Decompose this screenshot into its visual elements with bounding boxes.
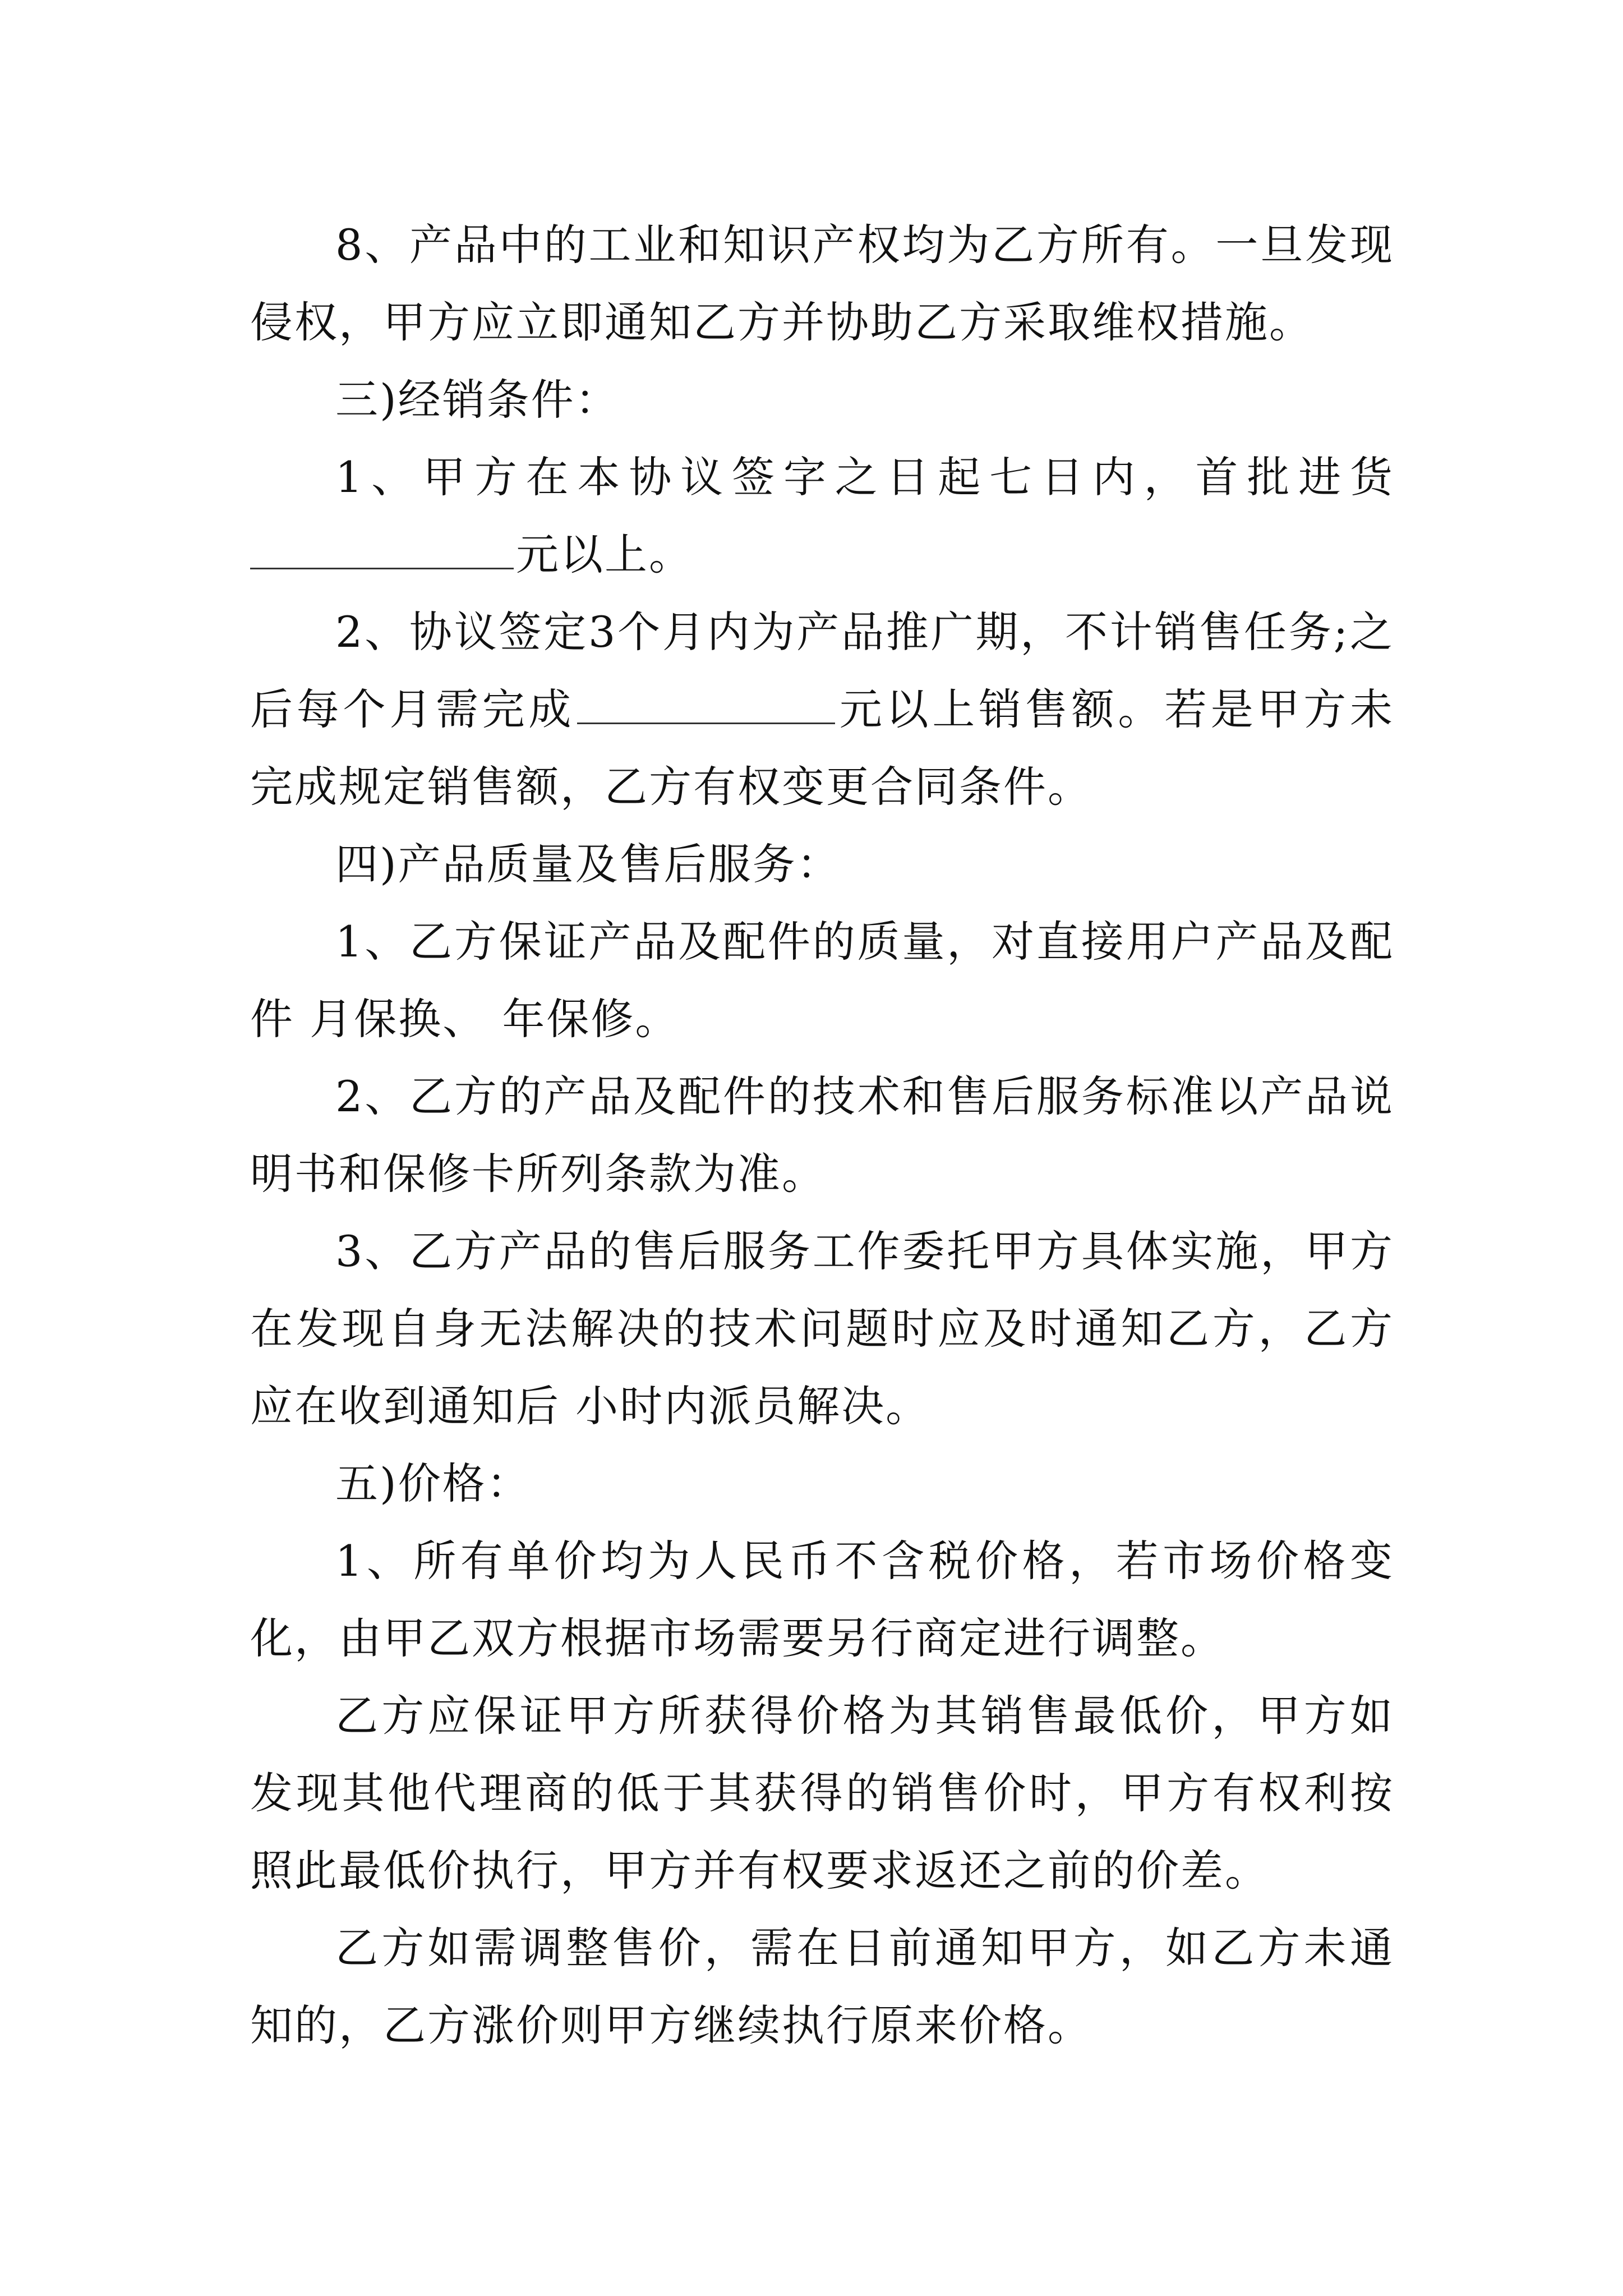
paragraph-sales-target [250, 593, 1394, 826]
paragraph-ip-rights: 8、产品中的工业和知识产权均为乙方所有。一旦发现侵权，甲方应立即通知乙方并协助乙方采取维权措施。 [250, 220, 1394, 347]
paragraph-service-standard: 2、乙方的产品及配件的技术和售后服务标准以产品说明书和保修卡所列条款为准。 [250, 1071, 1394, 1199]
sales-target-text: 2、协议签定3个月内为产品推广期，不计销售任务;之后每个月需完成 [250, 607, 1394, 734]
paragraph-first-purchase [250, 439, 1394, 516]
sales-target-text-cont: 元以上销售额。若是甲方未完成规定销售额，乙方有权变更合同条件。 [250, 684, 1395, 812]
first-purchase-amount-suffix: 元以上。 [516, 530, 693, 579]
paragraph-lowest-price: 乙方应保证甲方所获得价格为其销售最低价，甲方如发现其他代理商的低于其获得的销售价时，甲方有权利按照此最低价执行，甲方并有权要求返还之前的价差。 [250, 1691, 1394, 1895]
section-heading-quality-service: 四)产品质量及售后服务： [335, 839, 841, 889]
document-body [250, 206, 1394, 2064]
paragraph-price-adjustment: 乙方如需调整售价，需在日前通知甲方，如乙方未通知的，乙方涨价则甲方继续执行原来价格。 [250, 1923, 1394, 2050]
paragraph-unit-price: 1、所有单价均为人民币不含税价格，若市场价格变化，由甲乙双方根据市场需要另行商定进行调整。 [250, 1536, 1394, 1663]
paragraph-quality-guarantee: 1、乙方保证产品及配件的质量，对直接用户产品及配件 月保换、 年保修。 [250, 917, 1394, 1044]
first-purchase-text: 1、甲方在本协议签字之日起七日内，首批进货 [335, 452, 1394, 502]
sales-amount-blank-line [577, 722, 835, 724]
amount-blank-line [250, 567, 514, 569]
paragraph-after-sales: 3、乙方产品的售后服务工作委托甲方具体实施，甲方在发现自身无法解决的技术问题时应及时通知乙方，乙方应在收到通知后 小时内派员解决。 [250, 1226, 1394, 1431]
paragraph-first-purchase-cont [250, 516, 1394, 593]
section-heading-price: 五)价格： [335, 1458, 531, 1508]
section-heading-distribution-terms: 三)经销条件： [335, 375, 620, 425]
